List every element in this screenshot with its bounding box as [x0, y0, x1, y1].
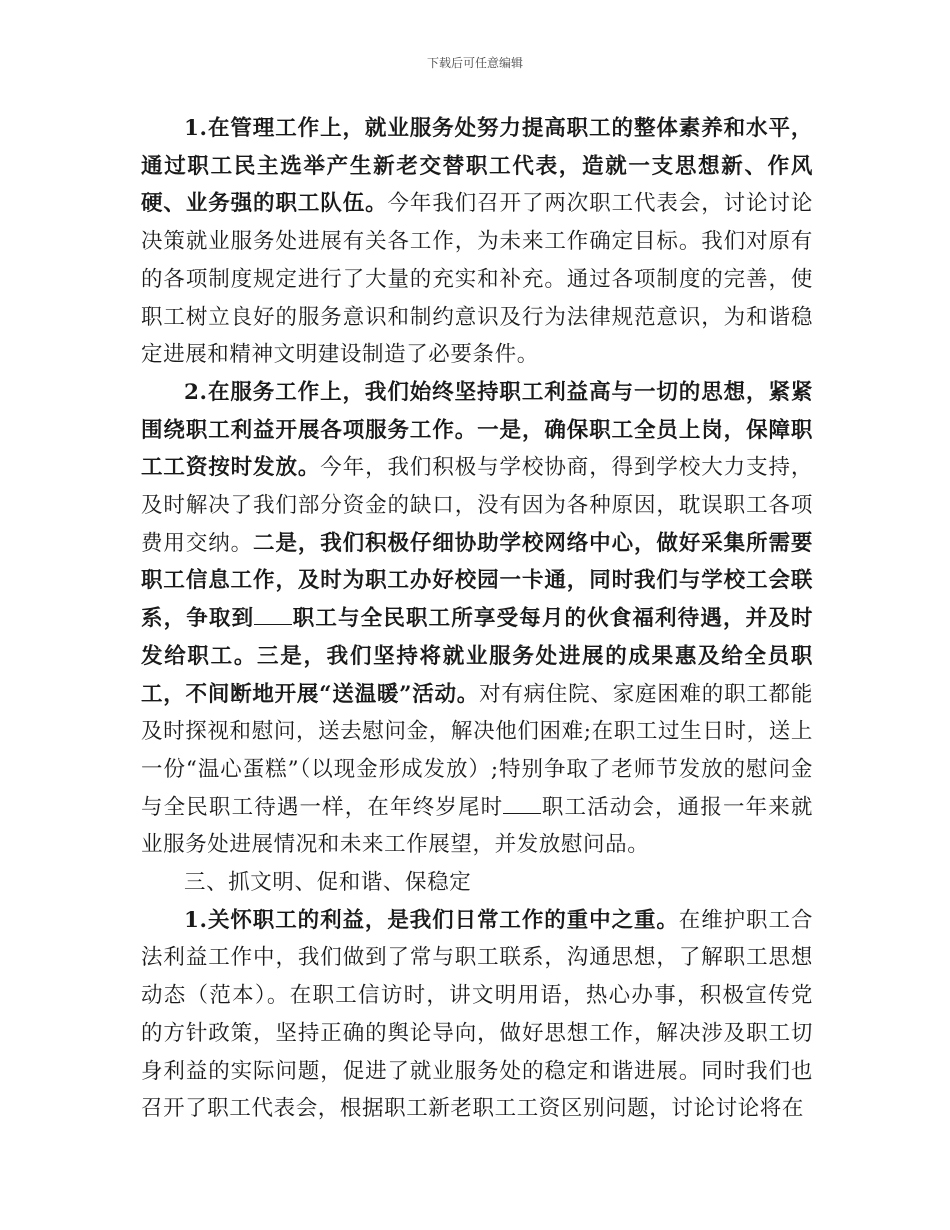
paragraph-management: [141, 110, 813, 374]
paragraph-point-two-bold: 二是，我们积极仔细协助学校网络中心，做好采集所需要职工信息工作，及时为职工办好校园一卡通，同时我们与学校工会联系，争取到: [141, 530, 813, 632]
paragraph-text: 今年，我们积极与学校协商，得到学校大力支持，及时解决了我们部分资金的缺口，没有因为各种原因，耽误职工各项费用交纳。: [141, 455, 813, 556]
section-heading: 三、抓文明、促和谐、保稳定: [184, 870, 472, 896]
page-header: 下载后可任意编辑: [426, 56, 523, 70]
paragraph-text: 对有病住院、家庭困难的职工都能及时探视和慰问，送去慰问金，解决他们困难;在职工过生日时，送上一份“温心蛋糕”（以现金形成发放）;特别争取了老师节发放的慰问金与全民职工待遇一样，在年终岁尾时: [141, 681, 813, 820]
paragraph-text: 在维护职工合法利益工作中，我们做到了常与职工联系，沟通思想，了解职工思想动态（范本）。在职工信访时，讲文明用语，热心办事，积极宣传党的方针政策，坚持正确的舆论导向，做好思想工作，解决涉及职工切身利益的实际问题，促进了就业服务处的稳定和谐进展。同时我们也召开了职工代表会，根据职工新老职工工资区别问题，讨论讨论将在: [141, 907, 813, 1122]
paragraph-point-three-bold: 职工与全民职工所享受每月的伙食福利待遇，并及时发给职工。三是，我们坚持将就业服务处进展的成果惠及给全员职工，不间断地开展“送温暖”活动。: [141, 606, 813, 707]
document-body: [141, 110, 813, 1128]
fill-in-blank: [503, 791, 541, 814]
paragraph-lead-bold: 1.关怀职工的利益，是我们日常工作的重中之重。: [184, 907, 679, 933]
fill-in-blank: [254, 602, 292, 625]
paragraph-lead-bold: 2.在服务工作上，我们始终坚持职工利益高与一切的思想，紧紧围绕职工利益开展各项服务工作。一是，确保职工全员上岗，保障职工工资按时发放。: [141, 379, 813, 481]
paragraph-text: 职工活动会，通报一年来就业服务处进展情况和未来工作展望，并发放慰问品。: [141, 794, 813, 858]
paragraph-care: [141, 902, 813, 1128]
paragraph-lead-bold: 1.在管理工作上，就业服务处努力提高职工的整体素养和水平，通过职工民主选举产生新老交替职工代表，造就一支思想新、作风硬、业务强的职工队伍。: [141, 116, 813, 217]
paragraph-text: 今年我们召开了两次职工代表会，讨论讨论决策就业服务处进展有关各工作，为未来工作确定目标。我们对原有的各项制度规定进行了大量的充实和补充。通过各项制度的完善，使职工树立良好的服务意识和制约意识及行为法律规范意识，为和谐稳定进展和精神文明建设制造了必要条件。: [141, 191, 813, 368]
paragraph-service: [141, 374, 813, 864]
